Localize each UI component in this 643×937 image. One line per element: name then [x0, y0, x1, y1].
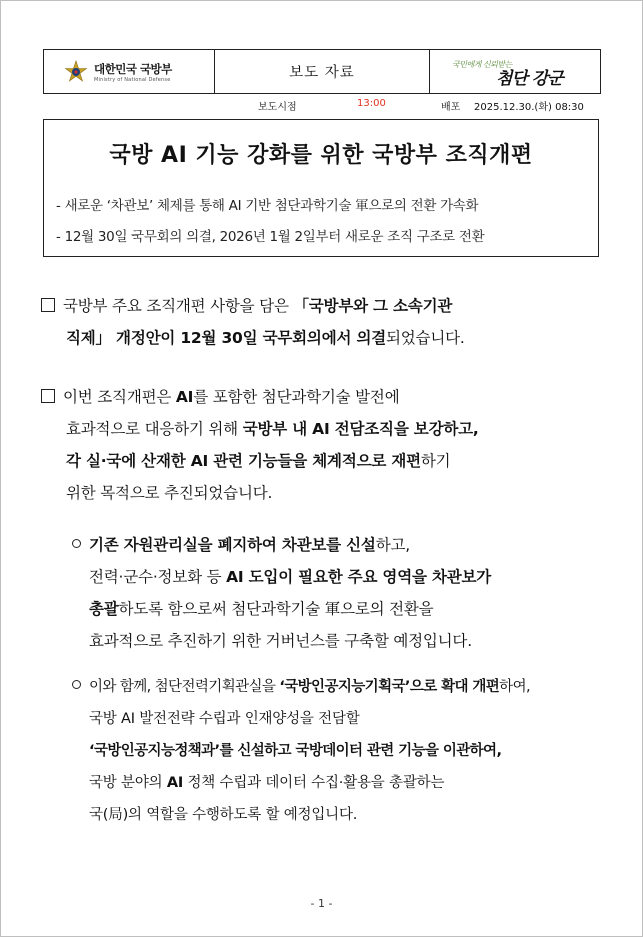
p4-line3-bold: ‘국방인공지능정책과’를 신설하고 국방데이터 관련 기능을 이관하여,	[89, 743, 502, 759]
p3-line1-bold: 기존 자원관리실을 폐지하여 차관보를 신설	[89, 536, 376, 554]
p3-line2-text: 전력·군수·정보화 등	[89, 568, 227, 586]
p3-line3-text: 하도록 함으로써 첨단과학기술 軍으로의 전환을	[118, 600, 434, 618]
org-name-en: Ministry of National Defense	[94, 76, 171, 83]
p2-line1-text2: 를 포함한 첨단과학기술 발전에	[193, 388, 400, 406]
slogan-area	[430, 50, 600, 93]
release-time-label: 보도시점	[258, 102, 297, 113]
release-time-value: 13:00	[357, 98, 386, 109]
org-name-ko: 대한민국 국방부	[94, 61, 172, 76]
slogan-big: 첨단 강군	[496, 69, 563, 89]
square-bullet-icon	[41, 298, 55, 312]
release-info	[0, 98, 643, 114]
p1-line1-bold: 「국방부와 그 소속기관	[293, 297, 453, 315]
page-number: - 1 -	[310, 897, 333, 910]
p4-line2-text: 국방 AI 발전전략 수립과 인재양성을 전담할	[89, 711, 360, 727]
p4-line1-text: 이와 함께, 첨단전력기획관실을	[89, 679, 280, 695]
p2-line3-bold: 각 실·국에 산재한 AI 관련 기능들을 체계적으로 재편	[66, 452, 421, 470]
p2-line1-text: 이번 조직개편은	[63, 388, 176, 406]
p4-line4-text: 국방 분야의	[89, 775, 167, 791]
circle-bullet-icon	[72, 680, 81, 689]
distribution-label: 배포	[441, 102, 461, 113]
p2-line2-bold: 국방부 내 AI 전담조직을 보강하고,	[242, 420, 479, 438]
p1-line2-text: 되었습니다.	[386, 329, 465, 347]
document-header	[43, 49, 601, 94]
circle-bullet-icon	[72, 539, 81, 548]
square-bullet-icon	[41, 389, 55, 403]
p2-line1-bold: AI	[175, 388, 194, 406]
p3-line2-bold: AI 도입이 필요한 주요 영역을 차관보가	[226, 568, 492, 586]
ministry-logo-area	[44, 50, 214, 93]
p3-line3-bold: 총괄	[89, 600, 119, 618]
p4-line5-text: 국(局)의 역할을 수행하도록 할 예정입니다.	[89, 807, 358, 823]
subtitle-1: - 새로운 ‘차관보’ 체제를 통해 AI 기반 첨단과학기술 軍으로의 전환 가속화	[56, 198, 479, 214]
paragraph-2	[41, 381, 479, 509]
p4-line1-bold: ‘국방인공지능기획국’으로 확대 개편	[279, 679, 500, 695]
p3-line1-text: 하고,	[375, 536, 410, 554]
p4-line4-text2: 정책 수립과 데이터 수집·활용을 총괄하는	[183, 775, 445, 791]
slogan-small: 국민에게 신뢰받는	[452, 60, 512, 69]
page-title: 국방 AI 기능 강화를 위한 국방부 조직개편	[109, 143, 533, 168]
p1-line2-bold: 직제」 개정안이 12월 30일 국무회의에서 의결	[66, 329, 386, 347]
mnd-emblem-icon	[64, 60, 88, 84]
doc-type: 보도 자료	[214, 50, 430, 93]
p2-line2-text: 효과적으로 대응하기 위해	[66, 420, 243, 438]
paragraph-1	[41, 290, 465, 354]
subtitle-2: - 12월 30일 국무회의 의결, 2026년 1월 2일부터 새로운 조직 구조로 전환	[56, 229, 485, 245]
p2-line3-text: 하기	[420, 452, 451, 470]
p2-line4-text: 위한 목적으로 추진되었습니다.	[66, 484, 273, 502]
paragraph-4	[72, 671, 530, 831]
p4-line1-text2: 하여,	[499, 679, 530, 695]
title-box	[43, 119, 599, 257]
paragraph-3	[72, 529, 491, 657]
distribution-value: 2025.12.30.(화) 08:30	[474, 102, 584, 113]
p4-line4-bold: AI	[166, 775, 184, 791]
p1-line1-text: 국방부 주요 조직개편 사항을 담은	[63, 297, 294, 315]
p3-line4-text: 효과적으로 추진하기 위한 거버넌스를 구축할 예정입니다.	[89, 632, 472, 650]
